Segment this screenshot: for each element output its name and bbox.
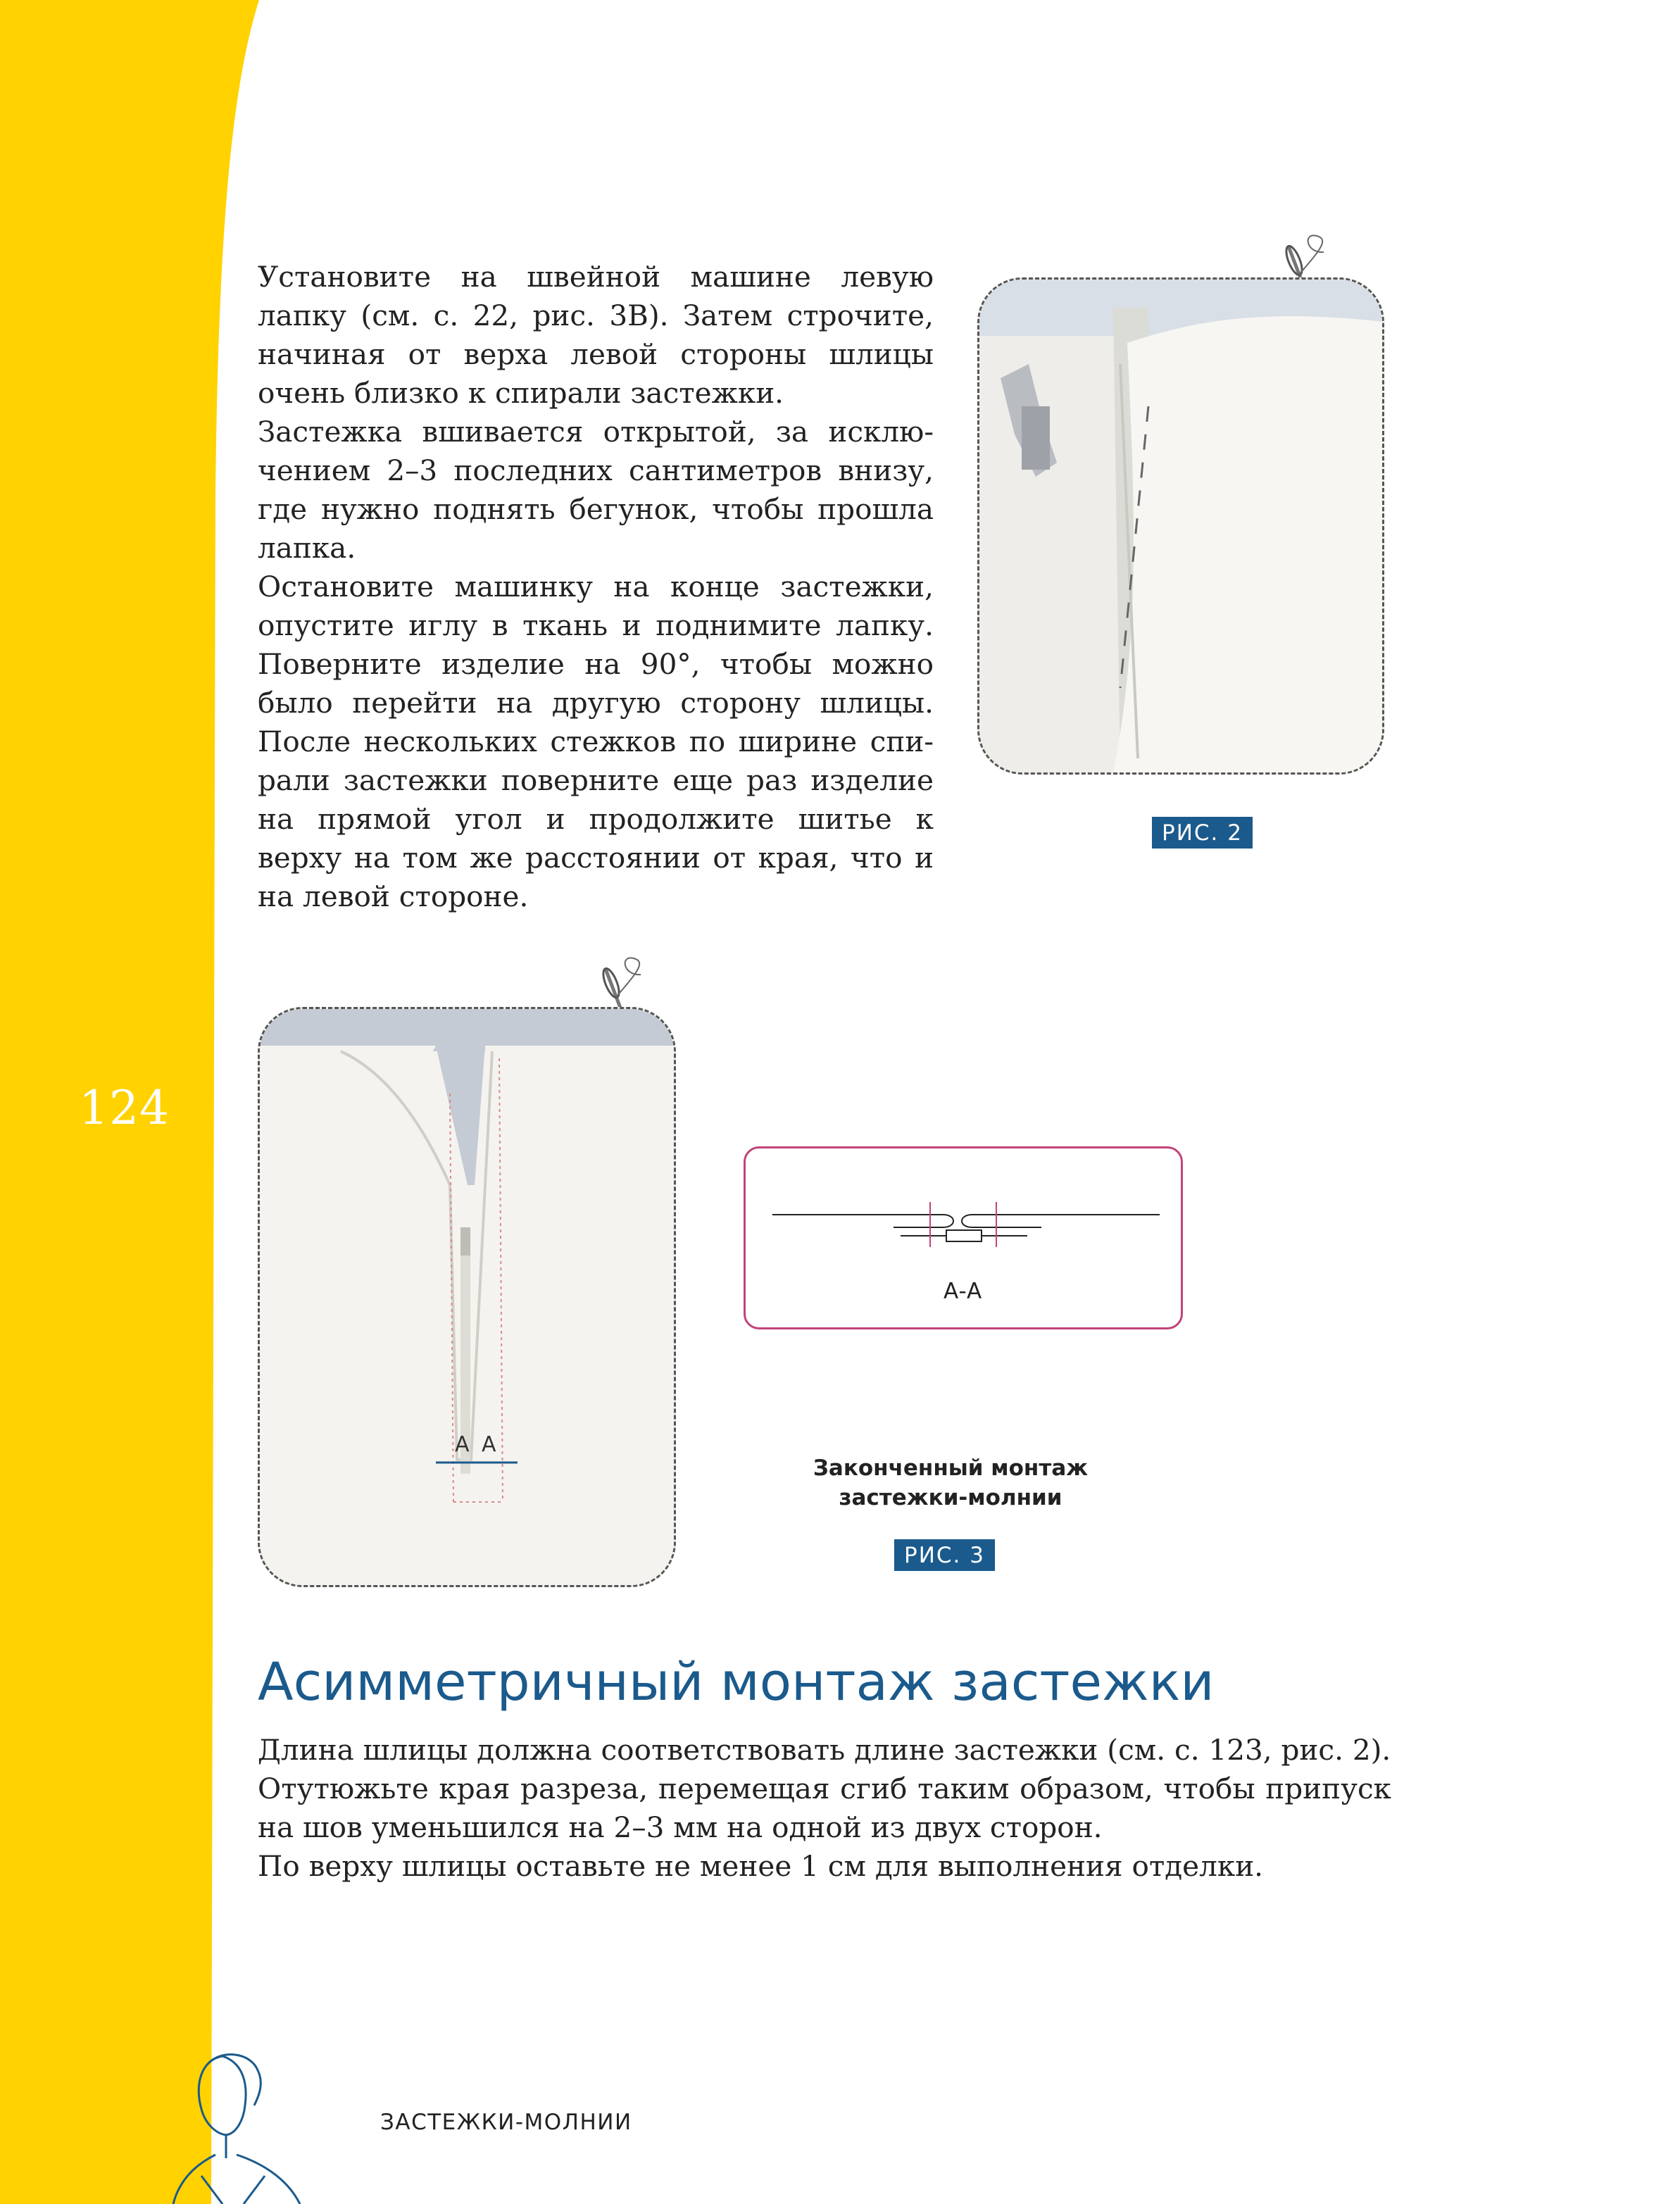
figure-3-photo bbox=[258, 1007, 676, 1587]
figure-2-label: РИС. 2 bbox=[1152, 817, 1253, 849]
chapter-footer: ЗАСТЕЖКИ-МОЛНИИ bbox=[380, 2110, 632, 2135]
figure-3-label: РИС. 3 bbox=[894, 1539, 995, 1571]
paragraph: Отутюжьте края разреза, перемещая сгиб таким образом, чтобы припуск на шов уменьшился на 2–3 мм на одной из двух сторон. bbox=[258, 1772, 1391, 1844]
paragraph: Установите на швейной машине левую лапку (см. с. 22, рис. 3В). Затем строчите, начиная от верха левой стороны шлицы очень близко к спирали застежки. bbox=[258, 260, 934, 410]
section-mark-label: A A bbox=[455, 1432, 499, 1457]
sewing-machine-photo bbox=[979, 280, 1382, 772]
instructions-text bbox=[258, 258, 934, 916]
finished-zipper-photo bbox=[260, 1009, 674, 1585]
paragraph: Длина шлицы должна соответствовать длине застежки (см. с. 123, рис. 2). bbox=[258, 1733, 1391, 1767]
woman-sketch-icon bbox=[159, 2042, 314, 2204]
section-label: A-A bbox=[944, 1279, 983, 1304]
page-number: 124 bbox=[79, 1081, 170, 1135]
figure-2-photo bbox=[977, 277, 1384, 775]
section-text bbox=[258, 1731, 1391, 1886]
paragraph: По верху шлицы оставьте не менее 1 см для выполнения отделки. bbox=[258, 1849, 1264, 1883]
caption-line: застежки-молнии bbox=[839, 1485, 1062, 1510]
section-heading: Асимметричный монтаж застежки bbox=[258, 1652, 1215, 1713]
caption-line: Законченный монтаж bbox=[813, 1455, 1089, 1481]
figure-3-caption bbox=[775, 1453, 1127, 1513]
paragraph: Застежка вшивается открытой, за исключением 2–3 последних сантиметров внизу, где нужно поднять бегунок, чтобы прошла лапка. bbox=[258, 415, 934, 565]
paragraph: Остановите машинку на конце застежки, опустите иглу в ткань и поднимите лапку. Поверните изделие на 90°, чтобы можно было перейти на другую сторону шлицы. После нескольких стежков по ширине спирали застежки поверните еще раз изделие на прямой угол и продолжите шитье к верху на том же расстоянии от края, что и на левой стороне. bbox=[258, 570, 934, 913]
